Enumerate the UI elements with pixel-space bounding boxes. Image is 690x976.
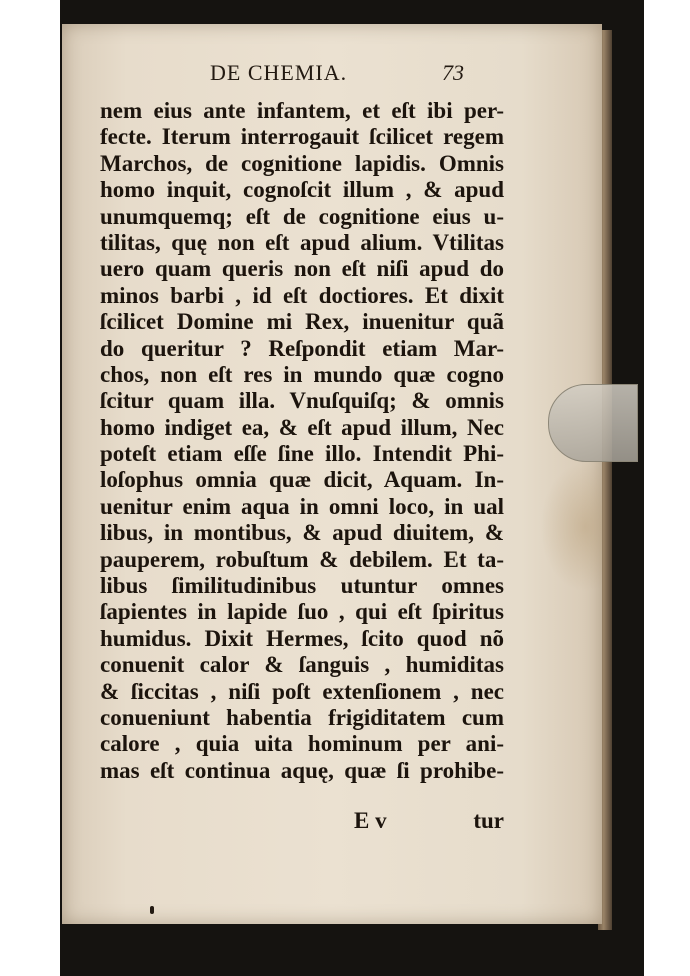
text-line: chos, non eſt res in mundo quæ cogno bbox=[100, 361, 504, 387]
text-line: ſapientes in lapide ſuo , qui eſt ſpiritus bbox=[100, 599, 504, 625]
text-line: & ſiccitas , niſi poſt extenſionem , nec bbox=[100, 678, 504, 704]
body-text bbox=[100, 98, 504, 838]
text-line: calore , quia uita hominum per ani- bbox=[100, 731, 504, 757]
running-title: DE CHEMIA. bbox=[210, 60, 348, 85]
text-line: ſcitur quam illa. Vnuſquiſq; & omnis bbox=[100, 388, 504, 414]
text-line: fecte. Iterum interrogauit ſcilicet regem bbox=[100, 124, 504, 150]
text-line: do queritur ? Reſpondit etiam Mar- bbox=[100, 335, 504, 361]
text-line: unumquemq; eſt de cognitione eius u- bbox=[100, 203, 504, 229]
page-footer bbox=[354, 808, 504, 838]
page-header bbox=[210, 60, 510, 90]
catchword: tur bbox=[473, 808, 504, 833]
text-line: libus ſimilitudinibus utuntur omnes bbox=[100, 573, 504, 599]
ink-speck bbox=[150, 906, 154, 914]
text-line: conuenit calor & ſanguis , humiditas bbox=[100, 652, 504, 678]
page-clip bbox=[548, 384, 638, 462]
text-line: ſcilicet Domine mi Rex, inuenitur quã bbox=[100, 309, 504, 335]
text-line: minos barbi , id eſt doctiores. Et dixit bbox=[100, 282, 504, 308]
text-line: nem eius ante infantem, et eſt ibi per- bbox=[100, 98, 504, 123]
text-line: uero quam queris non eſt niſi apud do bbox=[100, 256, 504, 282]
text-line: mas eſt continua aquę, quæ ſi prohibe- bbox=[100, 757, 504, 783]
text-line: conueniunt habentia frigiditatem cum bbox=[100, 704, 504, 730]
text-line: libus, in montibus, & apud diuitem, & bbox=[100, 520, 504, 546]
text-line: humidus. Dixit Hermes, ſcito quod nõ bbox=[100, 625, 504, 651]
text-line: loſophus omnia quæ dicit, Aquam. In- bbox=[100, 467, 504, 493]
page-number: 73 bbox=[442, 60, 464, 85]
text-line: uenitur enim aqua in omni loco, in ual bbox=[100, 493, 504, 519]
text-line: homo inquit, cognoſcit illum , & apud bbox=[100, 177, 504, 203]
paper-stain bbox=[540, 462, 602, 592]
signature-mark: E v bbox=[354, 808, 387, 833]
text-line: homo indiget ea, & eſt apud illum, Nec bbox=[100, 414, 504, 440]
text-line: poteſt etiam eſſe ſine illo. Intendit Phi- bbox=[100, 441, 504, 467]
text-line: pauperem, robuſtum & debilem. Et ta- bbox=[100, 546, 504, 572]
text-line: Marchos, de cognitione lapidis. Omnis bbox=[100, 150, 504, 176]
text-line: tilitas, quę non eſt apud alium. Vtilitas bbox=[100, 229, 504, 255]
